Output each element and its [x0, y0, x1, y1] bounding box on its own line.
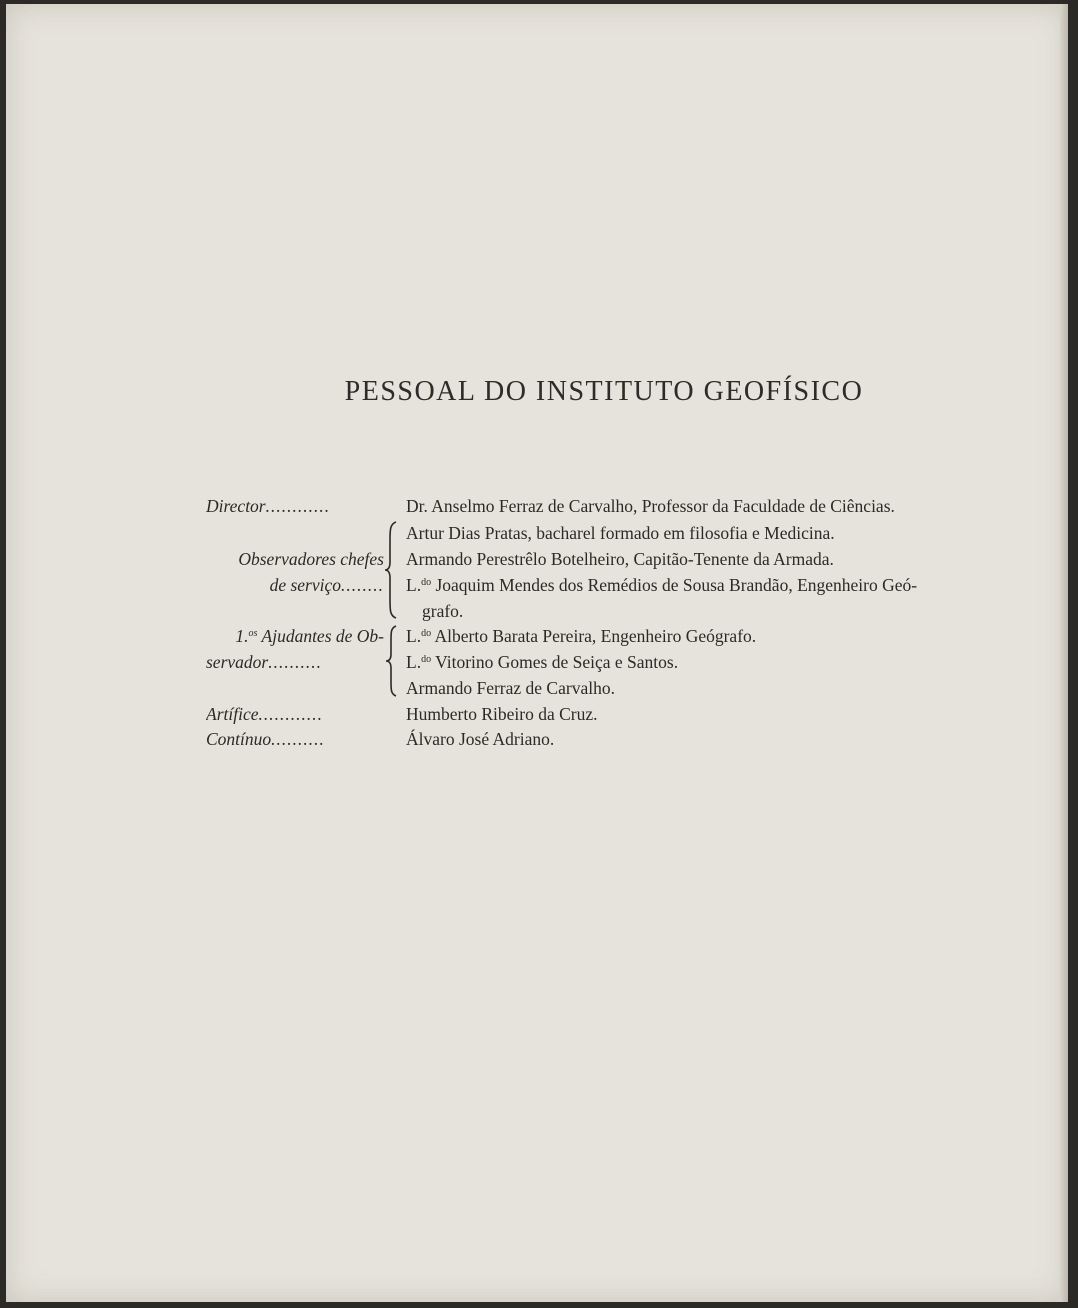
observador-member-2: Armando Perestrêlo Botelheiro, Capitão-Tenente da Armada. [406, 549, 834, 569]
observador-member-3: L.$^{do}$ Joaquim Mendes dos Remédios de Sousa Brandão, Engenheiro Geó- [406, 575, 918, 595]
artifice-row [6, 701, 1068, 727]
ajudantes-row-3 [6, 675, 1068, 701]
director-row [6, 493, 1068, 519]
observador-member-3-cont: grafo. [422, 601, 464, 621]
observadores-row-4 [6, 598, 1068, 624]
ajudantes-label-line2: servador.......... [206, 652, 322, 672]
director-name: Dr. Anselmo Ferraz de Carvalho, Professor da Faculdade de Ciências. [406, 496, 895, 516]
ajudante-member-2: L.$^{do}$ Vitorino Gomes de Seiça e Santos. [406, 652, 679, 672]
continuo-name: Álvaro José Adriano. [406, 729, 555, 749]
observadores-label-line1: Observadores chefes [238, 549, 384, 569]
observadores-row-1 [6, 520, 1068, 546]
page-title: PESSOAL DO INSTITUTO GEOFÍSICO [344, 376, 864, 407]
continuo-label: Contínuo.......... [206, 729, 325, 749]
artifice-label: Artífice............ [206, 704, 323, 724]
ajudantes-label-line1: 1.$^{os}$ Ajudantes de Ob- [235, 626, 384, 646]
observadores-label-line2: de serviço........ [269, 575, 384, 595]
ajudantes-row-2 [6, 649, 1068, 675]
ajudantes-row-1 [6, 623, 1068, 649]
observador-member-1: Artur Dias Pratas, bacharel formado em filosofia e Medicina. [406, 523, 835, 543]
continuo-row [6, 726, 1068, 752]
ajudante-member-3: Armando Ferraz de Carvalho. [406, 678, 615, 698]
observadores-brace [384, 520, 398, 620]
ajudantes-brace [384, 624, 398, 698]
artifice-name: Humberto Ribeiro da Cruz. [406, 704, 598, 724]
director-label: Director............ [206, 496, 331, 516]
observadores-row-3 [6, 572, 1068, 598]
ajudante-member-1: L.$^{do}$ Alberto Barata Pereira, Engenheiro Geógrafo. [406, 626, 757, 646]
document-page [6, 4, 1068, 1302]
observadores-row-2 [6, 546, 1068, 572]
